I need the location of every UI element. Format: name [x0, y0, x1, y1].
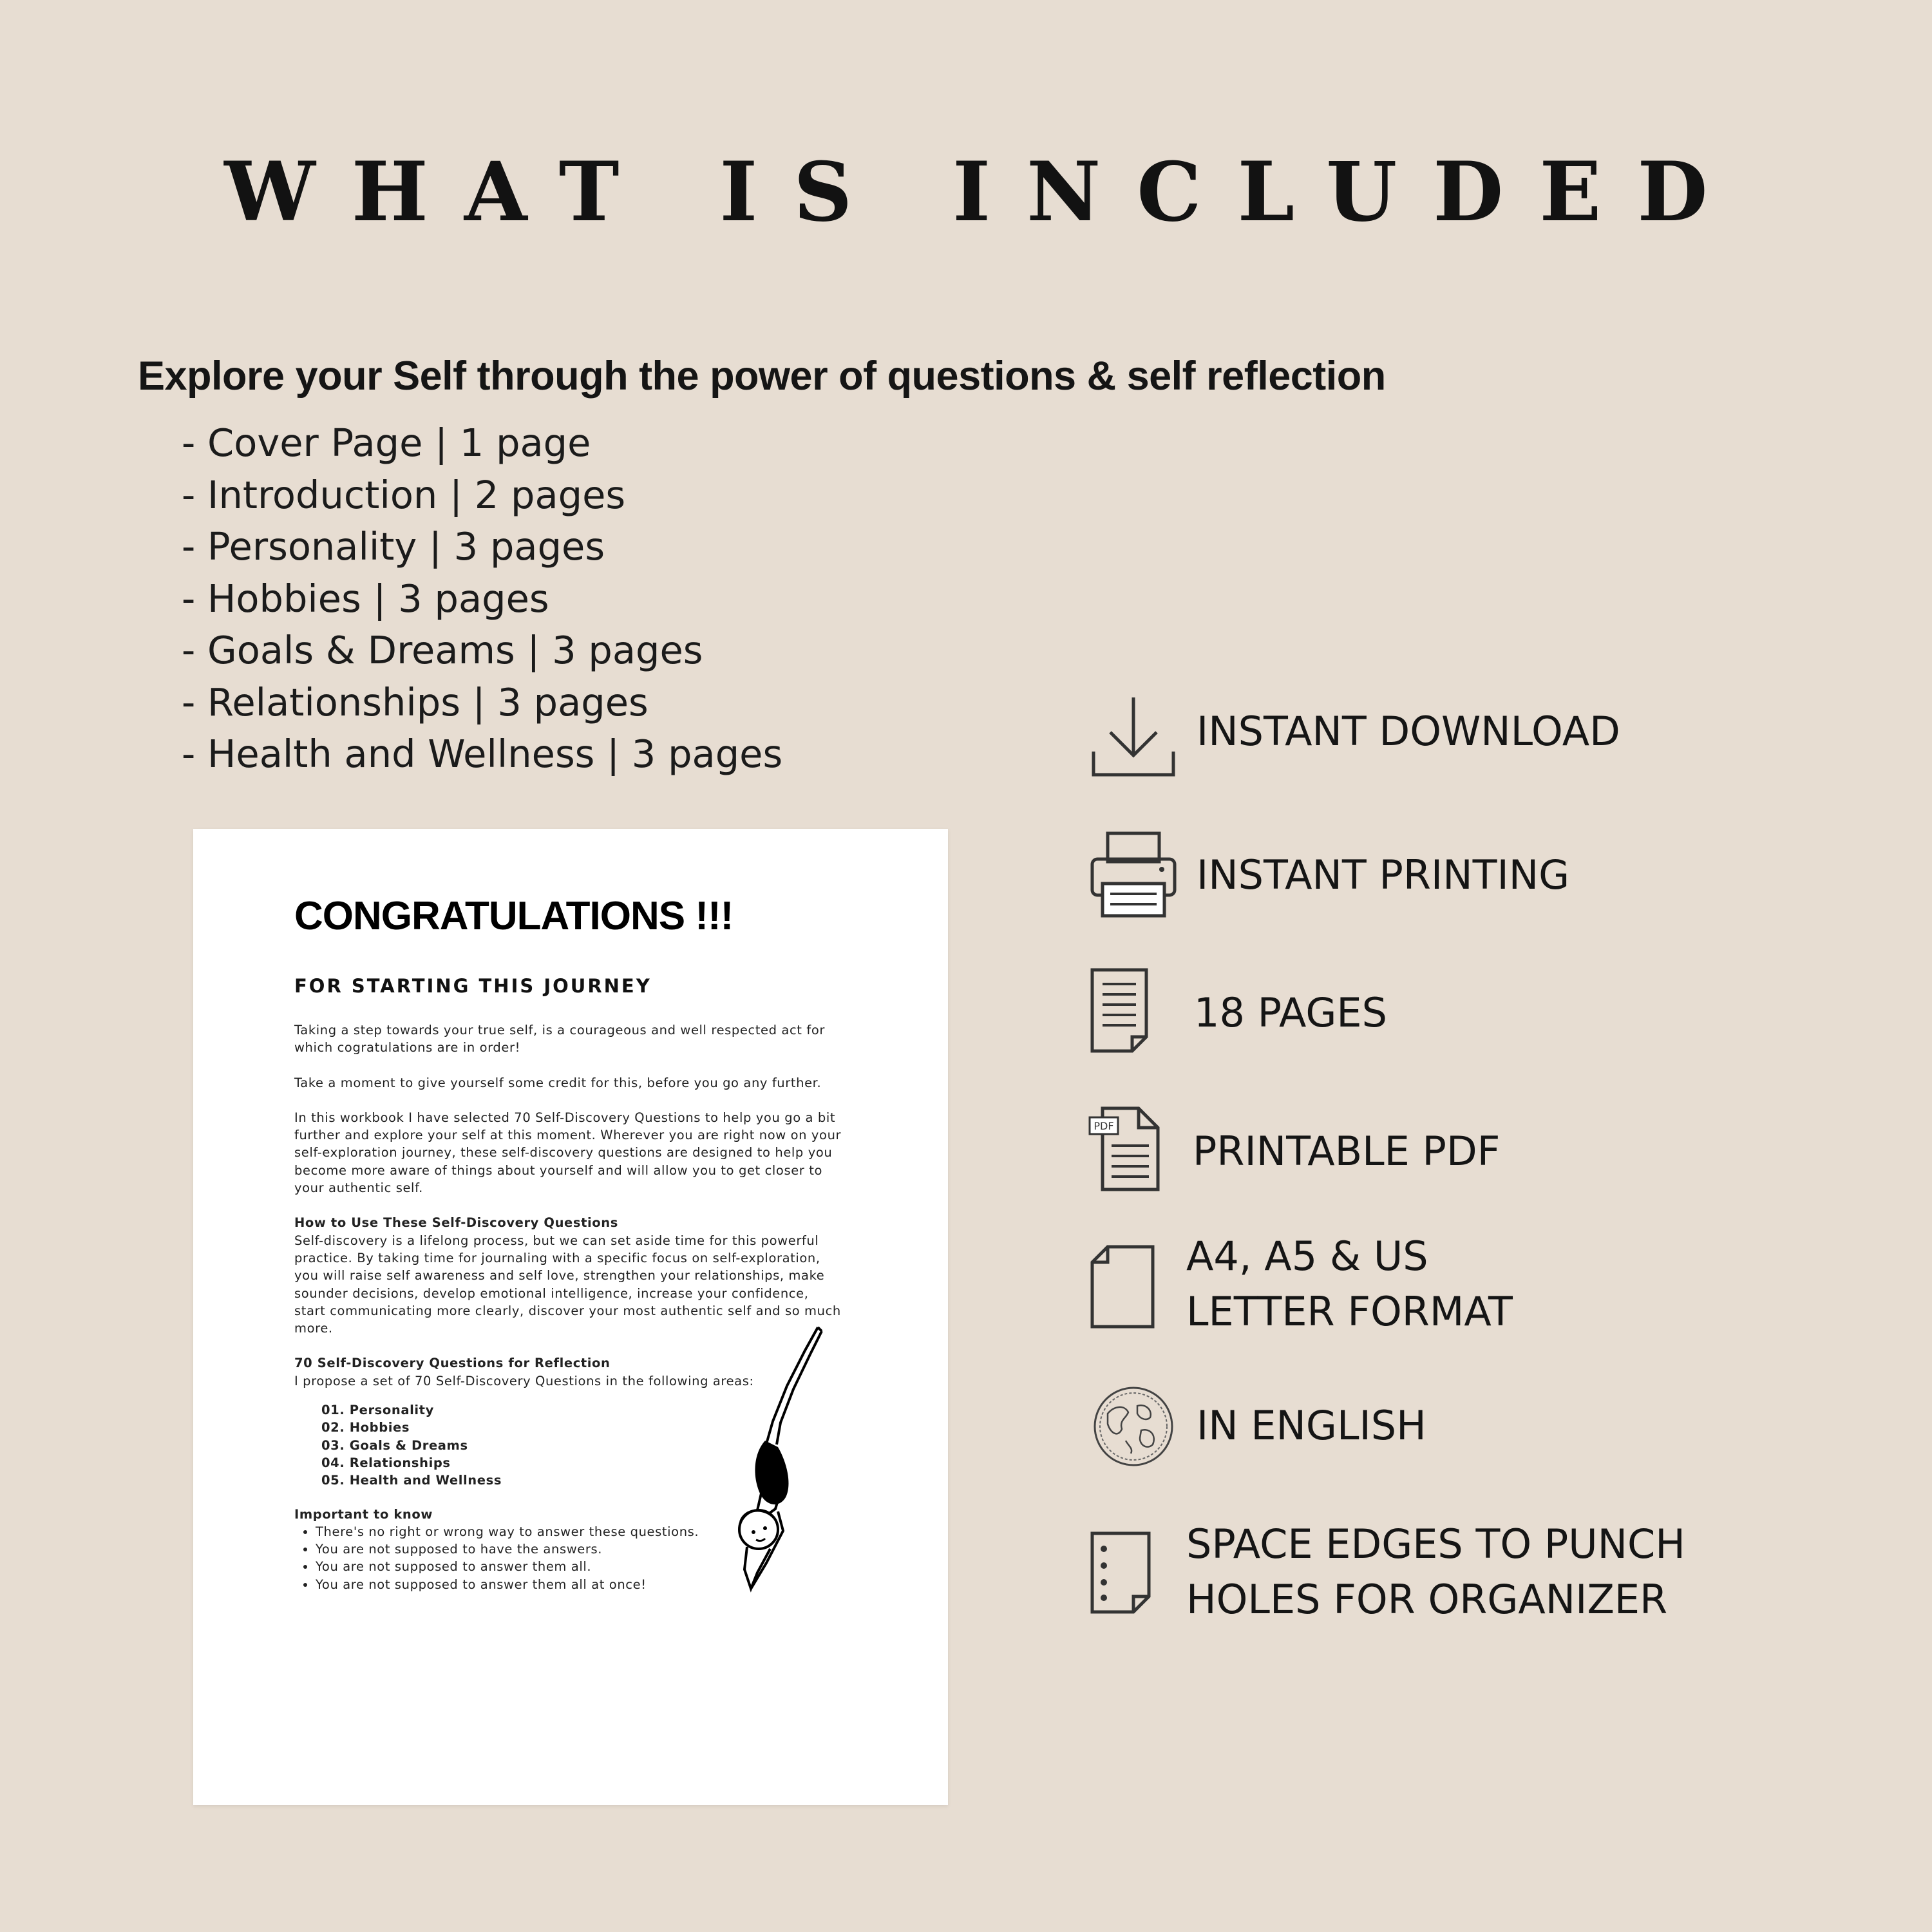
feature-label: PRINTABLE PDF [1193, 1128, 1501, 1175]
intro-heading: Explore your Self through the power of questions & self reflection [138, 354, 1386, 399]
page-title: WHAT IS INCLUDED [224, 144, 1744, 240]
area-item: 01. Personality [321, 1403, 434, 1418]
contents-item: - Goals & Dreams | 3 pages [182, 628, 703, 672]
diver-illustration [728, 1325, 824, 1595]
area-item: 02. Hobbies [321, 1420, 410, 1435]
preview-paragraph: Take a moment to give yourself some credit for this, before you go any further. [294, 1075, 822, 1090]
download-icon [1088, 692, 1179, 782]
preview-heading: 70 Self-Discovery Questions for Reflection [294, 1356, 611, 1371]
document-icon [1088, 966, 1166, 1056]
preview-paragraph: I propose a set of 70 Self-Discovery Questions in the following areas: [294, 1373, 754, 1388]
contents-item: - Personality | 3 pages [182, 524, 605, 569]
feature-label: INSTANT PRINTING [1197, 851, 1570, 898]
workbook-page-preview [193, 829, 948, 1805]
feature-label-line2: LETTER FORMAT [1186, 1288, 1513, 1335]
area-item: 05. Health and Wellness [321, 1473, 502, 1488]
printer-icon [1088, 831, 1179, 921]
contents-item: - Health and Wellness | 3 pages [182, 732, 783, 776]
contents-item: - Cover Page | 1 page [182, 421, 591, 465]
preview-paragraph: Taking a step towards your true self, is a courageous and well respected act for which cogratulations are in order! [294, 1023, 825, 1056]
feature-label: INSTANT DOWNLOAD [1197, 708, 1620, 755]
feature-label-line2: HOLES FOR ORGANIZER [1186, 1576, 1668, 1623]
feature-label-line1: A4, A5 & US [1186, 1233, 1428, 1280]
preview-heading: How to Use These Self-Discovery Questions [294, 1215, 618, 1231]
preview-paragraph: In this workbook I have selected 70 Self-Discovery Questions to help you go a bit further and explore your self at this moment. Wherever you are right now on your self-exploration journey, these self-discovery questions are designed to help you become more aware of things about yourself and will allow you to get closer to your authentic self. [294, 1110, 842, 1196]
punched-page-icon [1088, 1530, 1159, 1620]
preview-title: CONGRATULATIONS !!! [294, 894, 734, 938]
globe-icon [1088, 1381, 1179, 1472]
area-item: 03. Goals & Dreams [321, 1437, 468, 1453]
important-item: • You are not supposed to have the answers. [316, 1540, 842, 1558]
preview-paragraph: Self-discovery is a lifelong process, but we can set aside time for this powerful practice. By taking time for journaling with a specific focus on self-exploration, you will raise self awareness and self love, strengthen your relationships, make sounder decisions, develop emotional intelligence, increase your confidence, start communicating more clearly, discover your most authentic self and so much more. [294, 1233, 841, 1336]
feature-label-line1: SPACE EDGES TO PUNCH [1186, 1520, 1685, 1567]
feature-label: 18 PAGES [1194, 989, 1387, 1036]
area-item: 04. Relationships [321, 1455, 451, 1470]
important-item: • You are not supposed to answer them all at once! [316, 1576, 842, 1593]
blank-page-icon [1088, 1243, 1159, 1333]
preview-subtitle: FOR STARTING THIS JOURNEY [294, 975, 652, 997]
contents-item: - Relationships | 3 pages [182, 679, 649, 724]
contents-list [182, 417, 782, 781]
important-item: • There's no right or wrong way to answer these questions. [316, 1523, 842, 1540]
contents-item: - Hobbies | 3 pages [182, 576, 549, 621]
contents-item: - Introduction | 2 pages [182, 472, 626, 517]
pdf-file-icon [1088, 1104, 1166, 1195]
feature-label: IN ENGLISH [1197, 1402, 1426, 1449]
important-item: • You are not supposed to answer them all. [316, 1558, 842, 1575]
preview-heading: Important to know [294, 1506, 433, 1522]
pdf-badge: PDF [1094, 1120, 1114, 1132]
